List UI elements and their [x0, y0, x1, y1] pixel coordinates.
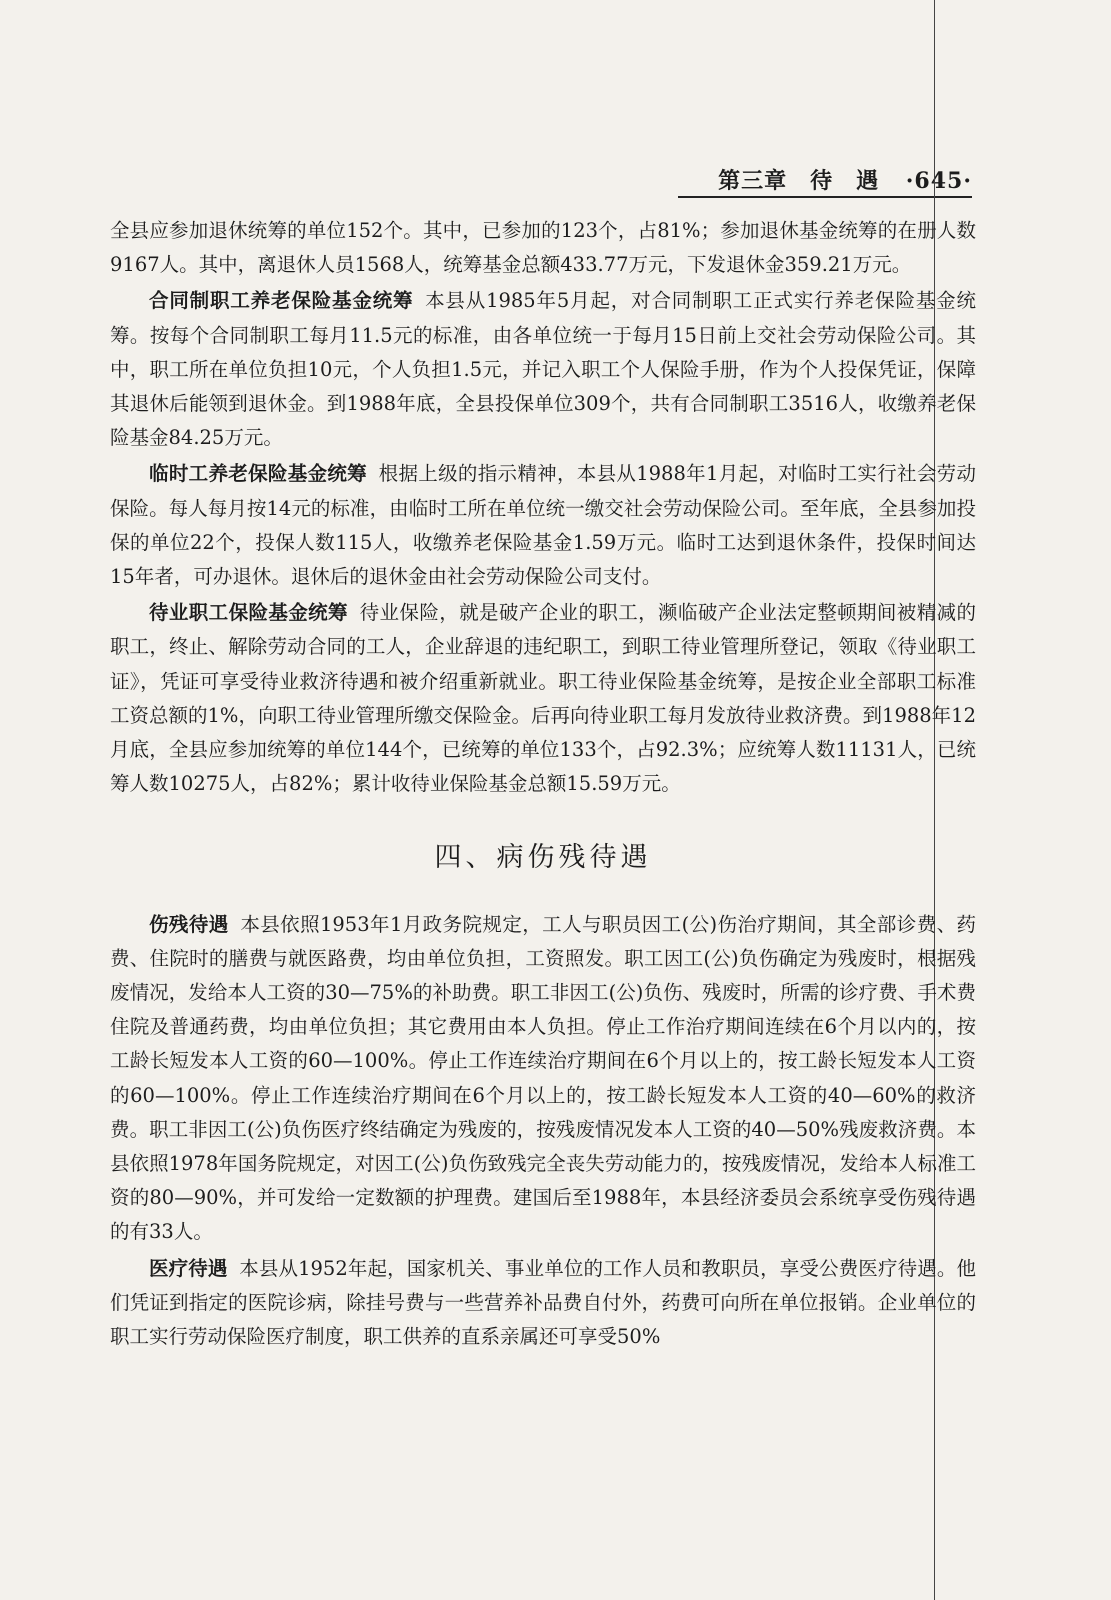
- paragraph-lead: 临时工养老保险基金统筹: [149, 462, 367, 486]
- section-title: 四、病伤残待遇: [434, 842, 652, 874]
- paragraph-lead: 医疗待遇: [149, 1256, 228, 1280]
- paragraph-lead: 待业职工保险基金统筹: [149, 601, 348, 625]
- paragraph-text: 待业保险，就是破产企业的职工，濒临破产企业法定整顿期间被精减的职工，终止、解除劳动合同的工人，企业辞退的违纪职工，到职工待业管理所登记，领取《待业职工证》，凭证可享受待业救济待遇和被介绍重新就业。职工待业保险基金统筹，是按企业全部职工标准工资总额的1%，向职工待业管理所缴交保险金。后再向待业职工每月发放待业救济费。到1988年12月底，全县应参加统筹的单位144个，已统筹的单位133个，占92.3%；应统筹人数11131人，已统筹人数10275人，占82%；累计收待业保险基金总额15.59万元。: [110, 601, 976, 796]
- paragraph: [110, 1252, 976, 1355]
- paragraph-text: 全县应参加退休统筹的单位152个。其中，已参加的123个，占81%；参加退休基金统筹的在册人数9167人。其中，离退休人员1568人，统筹基金总额433.77万元，下发退休金359.21万元。: [110, 219, 976, 277]
- paragraph-text: 本县依照1953年1月政务院规定，工人与职员因工(公)伤治疗期间，其全部诊费、药费、住院时的膳费与就医路费，均由单位负担，工资照发。职工因工(公)负伤确定为残废时，根据残废情况，发给本人工资的30—75%的补助费。职工非因工(公)负伤、残废时，所需的诊疗费、手术费住院及普通药费，均由单位负担；其它费用由本人负担。停止工作治疗期间连续在6个月以内的，按工龄长短发本人工资的60—100%。停止工作连续治疗期间在6个月以上的，按工龄长短发本人工资的60—100%。停止工作连续治疗期间在6个月以上的，按工龄长短发本人工资的40—60%的救济费。职工非因工(公)负伤医疗终结确定为残废的，按残废情况发本人工资的40—50%残废救济费。本县依照1978年国务院规定，对因工(公)负伤致残完全丧失劳动能力的，按残废情况，发给本人标准工资的80—90%，并可发给一定数额的护理费。建国后至1988年，本县经济委员会系统享受伤残待遇的有33人。: [110, 912, 976, 1244]
- paragraph: [110, 908, 976, 1250]
- header-rule: [678, 196, 972, 198]
- paragraph: [110, 596, 976, 801]
- chapter-title: 第三章 待 遇: [718, 168, 880, 194]
- paragraph-text: 根据上级的指示精神，本县从1988年1月起，对临时工实行社会劳动保险。每人每月按14元的标准，由临时工所在单位统一缴交社会劳动保险公司。至年底，全县参加投保的单位22个，投保人数115人，收缴养老保险基金1.59万元。临时工达到退休条件，投保时间达15年者，可办退休。退休后的退休金由社会劳动保险公司支付。: [110, 462, 976, 589]
- paragraph: [110, 284, 976, 455]
- paragraph-lead: 合同制职工养老保险基金统筹: [149, 289, 414, 313]
- page-number: ·645·: [905, 168, 972, 194]
- running-header: [680, 164, 972, 195]
- body-text: [110, 214, 976, 1356]
- paragraph-lead: 伤残待遇: [149, 912, 229, 936]
- paragraph-text: 本县从1985年5月起，对合同制职工正式实行养老保险基金统筹。按每个合同制职工每月11.5元的标准，由各单位统一于每月15日前上交社会劳动保险公司。其中，职工所在单位负担10元，个人负担1.5元，并记入职工个人保险手册，作为个人投保凭证，保障其退休后能领到退休金。到1988年底，全县投保单位309个，共有合同制职工3516人，收缴养老保险基金84.25万元。: [110, 289, 976, 450]
- paragraph: [110, 214, 976, 282]
- paragraph-text: 本县从1952年起，国家机关、事业单位的工作人员和教职员，享受公费医疗待遇。他们凭证到指定的医院诊病，除挂号费与一些营养补品费自付外，药费可向所在单位报销。企业单位的职工实行劳动保险医疗制度，职工供养的直系亲属还可享受50%: [110, 1256, 976, 1349]
- paragraph: [110, 457, 976, 594]
